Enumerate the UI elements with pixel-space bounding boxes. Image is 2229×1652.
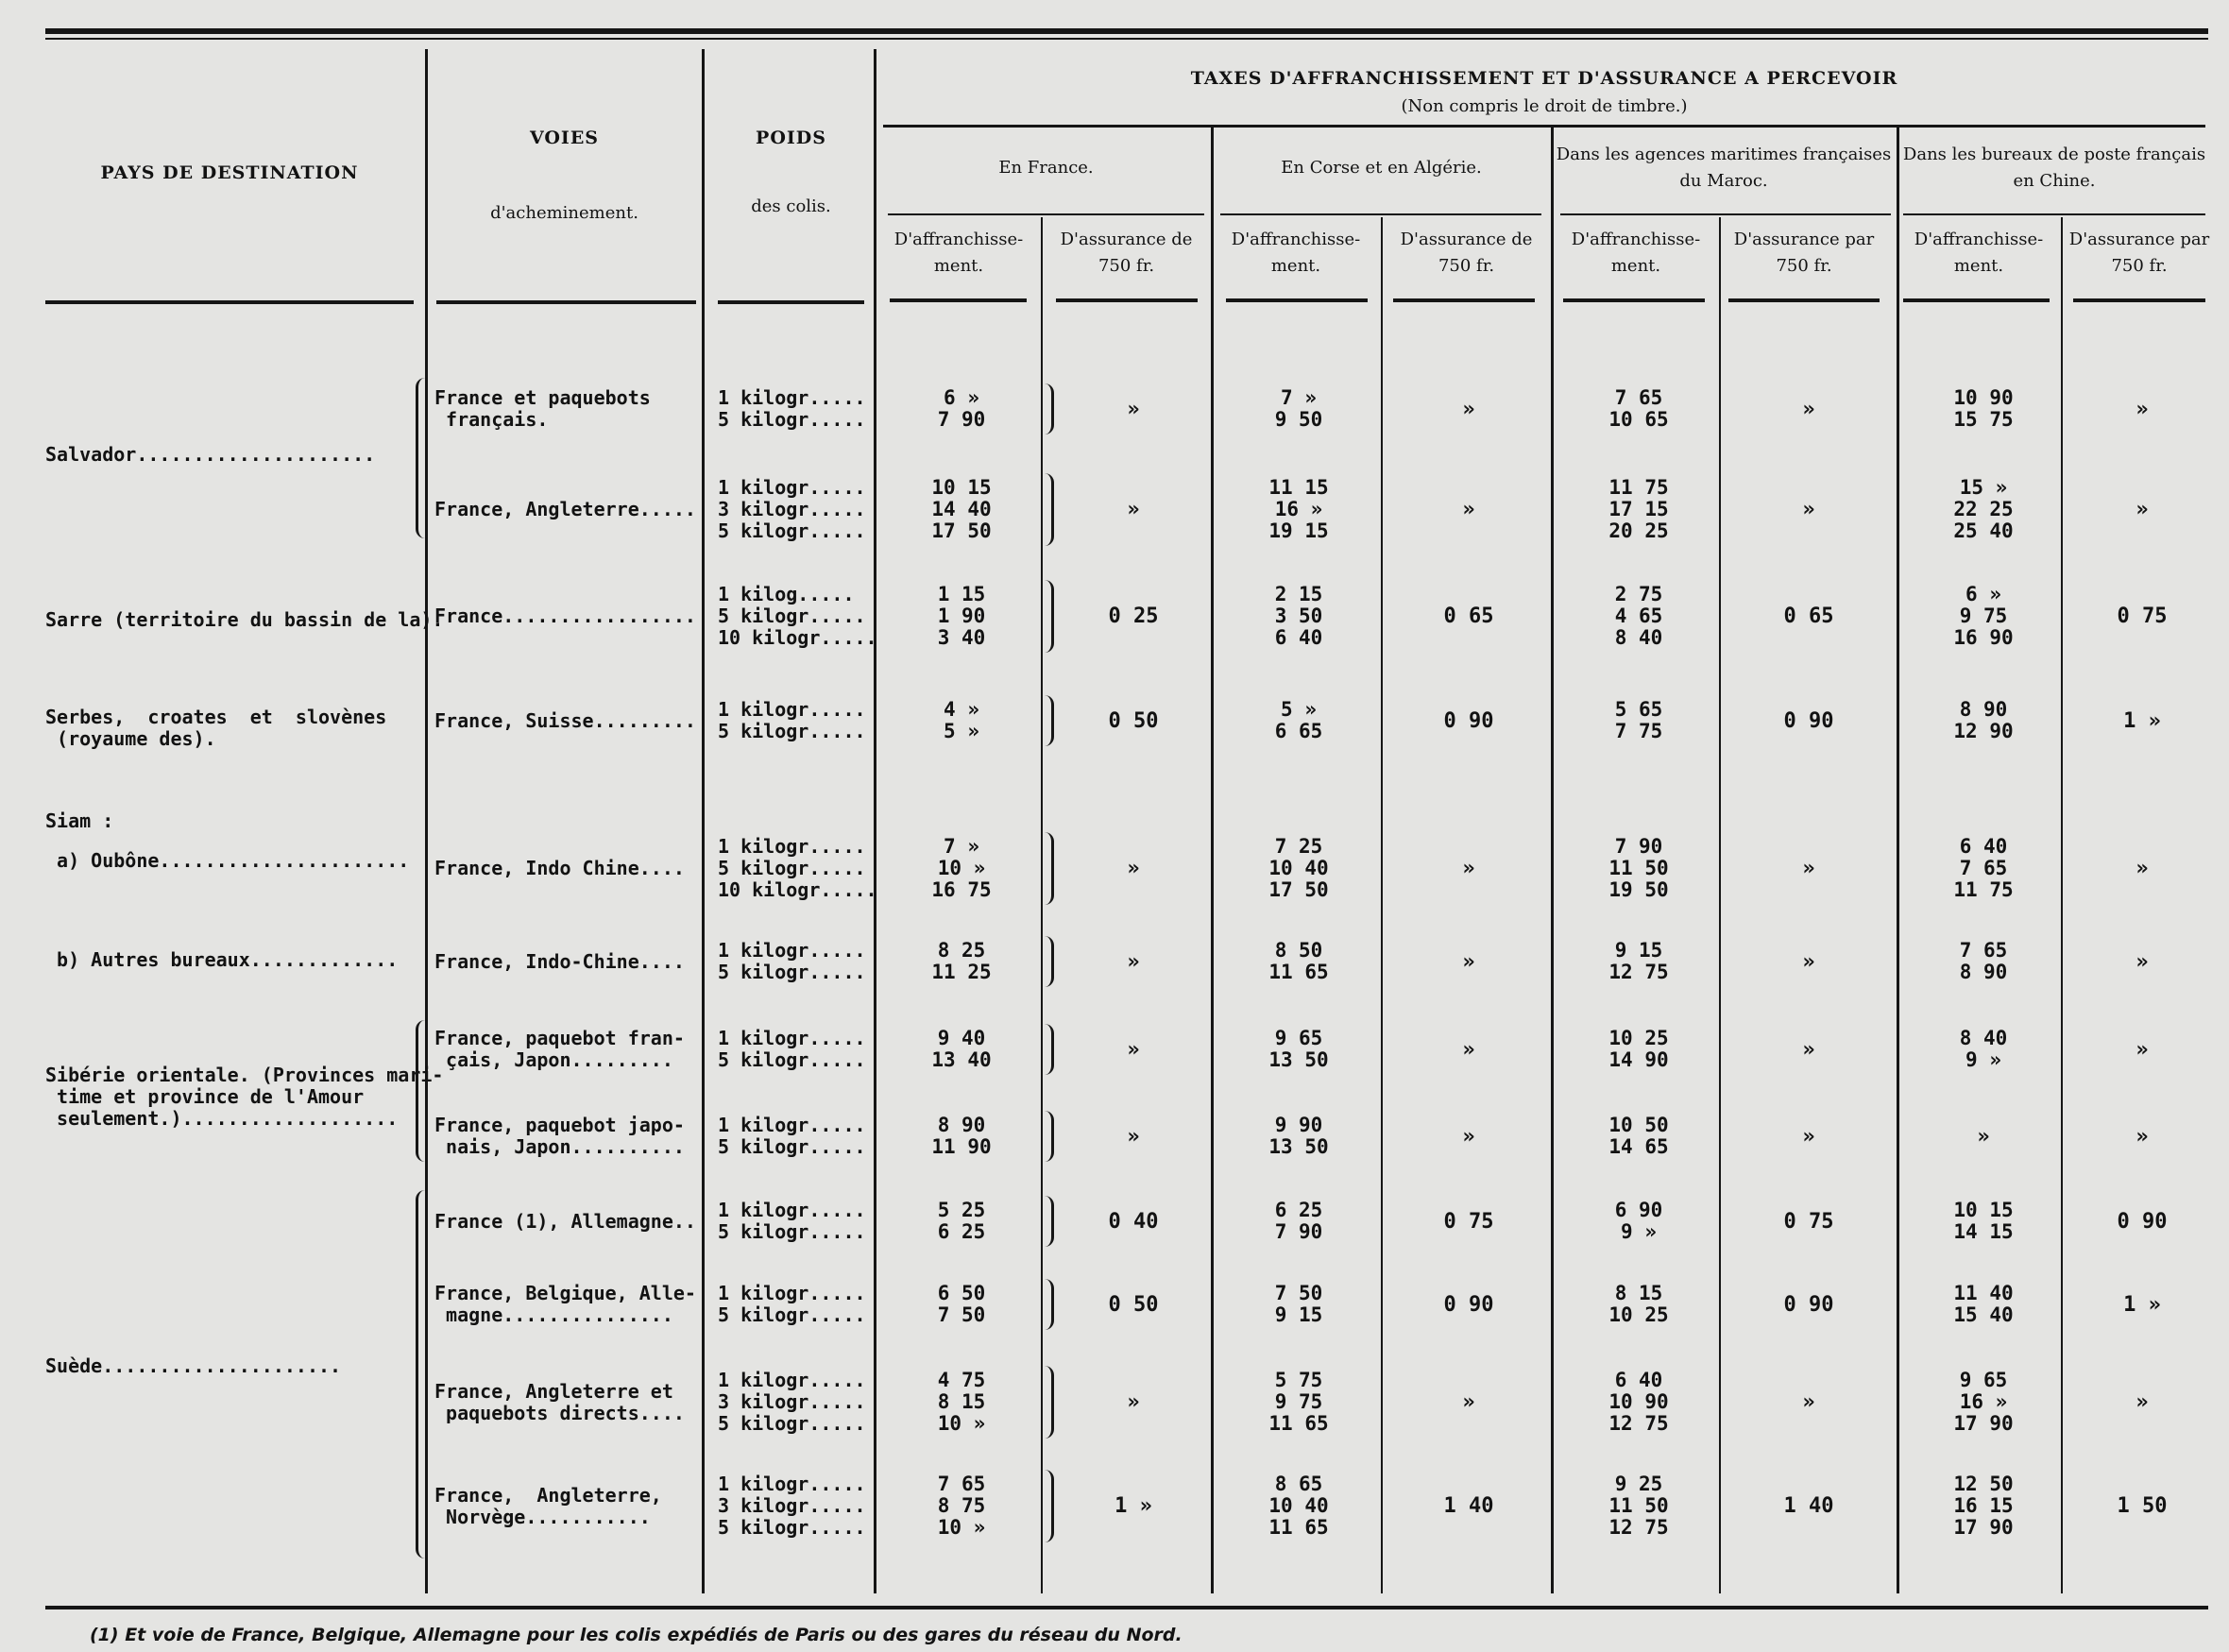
route-cell: France, paquebot fran- çais, Japon......... — [434, 1027, 685, 1071]
value-cell: 8 50 11 65 — [1268, 939, 1329, 983]
group-rule-3 — [1560, 213, 1891, 215]
weight-cell: 1 kilogr..... 5 kilogr..... — [718, 1114, 866, 1158]
group-maroc: Dans les agences maritimes françaises du Maroc. — [1556, 145, 1892, 191]
value-cell: 7 » 10 » 16 75 — [931, 835, 992, 901]
group-rule-2 — [1220, 213, 1541, 215]
top-rule — [45, 28, 2208, 34]
group-rule-1 — [888, 213, 1204, 215]
value-cell: 1 » — [2123, 1292, 2161, 1317]
header-bottom-rule-voies — [436, 300, 696, 304]
brace-suede — [416, 1190, 426, 1558]
value-cell: » — [1462, 857, 1475, 880]
value-cell: 10 25 14 90 — [1608, 1027, 1669, 1071]
weight-brace — [1044, 695, 1054, 746]
value-cell: 8 40 9 » — [1959, 1027, 2008, 1071]
group-chine: Dans les bureaux de poste français en Chine. — [1902, 145, 2206, 191]
value-cell: 7 65 10 65 — [1608, 386, 1669, 431]
header-poids-sub: des colis. — [751, 196, 831, 216]
value-cell: 5 25 6 25 — [937, 1199, 986, 1243]
subcol-6: D'assurance par 750 fr. — [1733, 230, 1875, 276]
value-cell: 0 75 — [1443, 1209, 1494, 1234]
value-cell: » — [1802, 1124, 1815, 1149]
col-line-10 — [2061, 217, 2063, 1593]
value-cell: » — [1127, 1124, 1140, 1149]
value-cell: 6 » 7 90 — [937, 386, 986, 431]
value-cell: » — [1462, 498, 1475, 521]
value-cell: 7 90 11 50 19 50 — [1608, 835, 1669, 901]
country-sarre: Sarre (territoire du bassin de la). — [45, 608, 444, 631]
subcol-7: D'affranchisse- ment. — [1914, 230, 2044, 276]
value-cell: » — [1127, 397, 1140, 421]
weight-cell: 1 kilogr..... 3 kilogr..... 5 kilogr..... — [718, 1369, 866, 1435]
weight-cell: 1 kilogr..... 5 kilogr..... — [718, 1282, 866, 1326]
value-cell: » — [2135, 498, 2149, 521]
col-line-7 — [1551, 128, 1554, 1593]
country-siam-autres: b) Autres bureaux............. — [45, 948, 399, 971]
weight-cell: 1 kilogr..... 5 kilogr..... — [718, 386, 866, 431]
header-pays: PAYS DE DESTINATION — [100, 162, 359, 183]
value-cell: 7 65 8 75 10 » — [937, 1473, 986, 1539]
value-cell: 9 65 13 50 — [1268, 1027, 1329, 1071]
footnote: (1) Et voie de France, Belgique, Allemagne pour les colis expédiés de Paris ou des gares du réseau du Nord. — [90, 1625, 1183, 1645]
value-cell: 8 90 12 90 — [1953, 698, 2014, 742]
value-cell: 8 15 10 25 — [1608, 1282, 1669, 1326]
route-cell: France, Belgique, Alle- magne............... — [434, 1282, 696, 1326]
value-cell: 1 50 — [2117, 1494, 2168, 1518]
top-rule-thin — [45, 38, 2208, 40]
brace-salvador — [416, 378, 426, 538]
value-cell: » — [2135, 397, 2149, 421]
value-cell: 0 65 — [1443, 605, 1494, 628]
header-taxes-title: TAXES D'AFFRANCHISSEMENT ET D'ASSURANCE A PERCEVOIR — [1190, 68, 1898, 89]
value-cell: » — [1462, 397, 1475, 421]
value-cell: 6 40 7 65 11 75 — [1953, 835, 2014, 901]
value-cell: 11 40 15 40 — [1953, 1282, 2014, 1326]
value-cell: 6 90 9 » — [1614, 1199, 1663, 1243]
value-cell: 8 25 11 25 — [931, 939, 992, 983]
value-cell: » — [1977, 1124, 1990, 1149]
weight-cell: 1 kilogr..... 3 kilogr..... 5 kilogr..... — [718, 1473, 866, 1539]
weight-brace — [1044, 383, 1054, 434]
header-bottom-rule-c8 — [2073, 298, 2205, 302]
value-cell: » — [1462, 1124, 1475, 1149]
country-suede: Suède..................... — [45, 1354, 342, 1377]
route-cell: France, Angleterre..... — [434, 498, 696, 520]
weight-brace — [1044, 580, 1054, 653]
value-cell: 5 » 6 65 — [1274, 698, 1323, 742]
value-cell: 6 » 9 75 16 90 — [1953, 583, 2014, 649]
value-cell: 1 15 1 90 3 40 — [937, 583, 986, 649]
header-bottom-rule-c4 — [1393, 298, 1535, 302]
country-siam-oubone: a) Oubône...................... — [45, 849, 410, 872]
header-taxes-sub: (Non compris le droit de timbre.) — [1401, 96, 1688, 116]
value-cell: » — [1127, 1037, 1140, 1062]
header-bottom-rule-c1 — [890, 298, 1027, 302]
route-cell: France................. — [434, 605, 696, 627]
value-cell: 10 15 14 15 — [1953, 1199, 2014, 1243]
col-line-2 — [702, 49, 705, 1593]
header-voies: VOIES — [529, 128, 600, 148]
weight-brace — [1044, 473, 1054, 546]
header-bottom-rule-c6 — [1728, 298, 1880, 302]
subcol-1: D'affranchisse- ment. — [893, 230, 1024, 276]
value-cell: 4 » 5 » — [944, 698, 979, 742]
weight-brace — [1044, 1024, 1054, 1075]
col-line-8 — [1719, 217, 1721, 1593]
country-salvador: Salvador..................... — [45, 443, 376, 466]
value-cell: 9 40 13 40 — [931, 1027, 992, 1071]
subcol-4: D'assurance de 750 fr. — [1400, 230, 1533, 276]
value-cell: » — [1802, 1390, 1815, 1414]
value-cell: » — [2135, 857, 2149, 880]
subcol-3: D'affranchisse- ment. — [1231, 230, 1361, 276]
value-cell: 15 » 22 25 25 40 — [1953, 476, 2014, 542]
route-cell: France, paquebot japo- nais, Japon.......... — [434, 1114, 685, 1158]
weight-brace — [1044, 1111, 1054, 1162]
value-cell: 11 75 17 15 20 25 — [1608, 476, 1669, 542]
value-cell: 4 75 8 15 10 » — [937, 1369, 986, 1435]
value-cell: 9 90 13 50 — [1268, 1114, 1329, 1158]
value-cell: 9 15 12 75 — [1608, 939, 1669, 983]
value-cell: » — [1802, 949, 1815, 974]
header-voies-sub: d'acheminement. — [490, 203, 638, 223]
value-cell: 0 75 — [2117, 605, 2168, 628]
route-cell: France, Indo-Chine.... — [434, 949, 685, 973]
route-cell: France, Indo Chine.... — [434, 857, 685, 879]
weight-brace — [1044, 1196, 1054, 1247]
value-cell: 7 » 9 50 — [1274, 386, 1323, 431]
weight-cell: 1 kilogr..... 5 kilogr..... — [718, 1027, 866, 1071]
value-cell: 11 15 16 » 19 15 — [1268, 476, 1329, 542]
brace-siberie — [416, 1020, 426, 1162]
group-france: En France. — [998, 158, 1094, 178]
value-cell: 5 65 7 75 — [1614, 698, 1663, 742]
value-cell: 6 25 7 90 — [1274, 1199, 1323, 1243]
value-cell: 12 50 16 15 17 90 — [1953, 1473, 2014, 1539]
value-cell: » — [2135, 949, 2149, 974]
value-cell: 1 » — [2123, 708, 2161, 733]
value-cell: 9 25 11 50 12 75 — [1608, 1473, 1669, 1539]
value-cell: » — [1802, 397, 1815, 421]
value-cell: » — [1127, 498, 1140, 521]
value-cell: 7 25 10 40 17 50 — [1268, 835, 1329, 901]
route-cell: France, Angleterre, Norvège........... — [434, 1483, 662, 1528]
header-bottom-rule-c5 — [1563, 298, 1705, 302]
value-cell: » — [1127, 857, 1140, 880]
header-bottom-rule-c7 — [1903, 298, 2050, 302]
country-serbes: Serbes, croates et slovènes (royaume des). — [45, 706, 387, 750]
taxes-rule — [883, 125, 2205, 128]
subcol-8: D'assurance par 750 fr. — [2068, 230, 2210, 276]
header-bottom-rule-c3 — [1226, 298, 1368, 302]
weight-cell: 1 kilogr..... 3 kilogr..... 5 kilogr..... — [718, 476, 866, 542]
col-line-5 — [1211, 128, 1214, 1593]
value-cell: » — [1802, 1037, 1815, 1062]
weight-cell: 1 kilogr..... 5 kilogr..... — [718, 1199, 866, 1243]
weight-cell: 1 kilog..... 5 kilogr..... 10 kilogr..... — [718, 583, 877, 649]
value-cell: 2 75 4 65 8 40 — [1614, 583, 1663, 649]
header-bottom-rule-pays — [45, 300, 414, 304]
footer-rule — [45, 1606, 2208, 1609]
subcol-5: D'affranchisse- ment. — [1571, 230, 1701, 276]
value-cell: 6 50 7 50 — [937, 1282, 986, 1326]
value-cell: 0 90 — [1783, 708, 1834, 733]
weight-brace — [1044, 1366, 1054, 1439]
value-cell: 0 25 — [1108, 605, 1159, 628]
value-cell: 6 40 10 90 12 75 — [1608, 1369, 1669, 1435]
value-cell: 0 90 — [1783, 1292, 1834, 1317]
route-cell: France, Suisse......... — [434, 708, 696, 732]
header-bottom-rule-c2 — [1056, 298, 1198, 302]
weight-cell: 1 kilogr..... 5 kilogr..... — [718, 698, 866, 742]
value-cell: » — [1127, 949, 1140, 974]
value-cell: 7 50 9 15 — [1274, 1282, 1323, 1326]
country-siberie: Sibérie orientale. (Provinces mari- time et province de l'Amour seulement.)................... — [45, 1064, 444, 1130]
value-cell: 1 40 — [1443, 1494, 1494, 1518]
value-cell: 0 90 — [1443, 708, 1494, 733]
col-line-3 — [874, 49, 876, 1593]
value-cell: » — [2135, 1390, 2149, 1414]
route-cell: France et paquebots français. — [434, 386, 651, 431]
value-cell: 0 65 — [1783, 605, 1834, 628]
weight-brace — [1044, 936, 1054, 987]
value-cell: 0 50 — [1108, 708, 1159, 733]
value-cell: » — [2135, 1124, 2149, 1149]
header-bottom-rule-poids — [718, 300, 864, 304]
value-cell: 9 65 16 » 17 90 — [1953, 1369, 2014, 1435]
col-line-6 — [1381, 217, 1383, 1593]
value-cell: » — [1462, 949, 1475, 974]
value-cell: 5 75 9 75 11 65 — [1268, 1369, 1329, 1435]
group-rule-4 — [1903, 213, 2205, 215]
route-cell: France (1), Allemagne.. — [434, 1209, 696, 1233]
value-cell: 1 40 — [1783, 1494, 1834, 1518]
value-cell: 0 90 — [2117, 1209, 2168, 1234]
value-cell: 0 50 — [1108, 1292, 1159, 1317]
header-poids: POIDS — [756, 128, 826, 148]
value-cell: 10 50 14 65 — [1608, 1114, 1669, 1158]
value-cell: » — [2135, 1037, 2149, 1062]
weight-brace — [1044, 832, 1054, 905]
weight-brace — [1044, 1279, 1054, 1330]
group-corse: En Corse et en Algérie. — [1281, 158, 1482, 178]
value-cell: 7 65 8 90 — [1959, 939, 2008, 983]
weight-cell: 1 kilogr..... 5 kilogr..... 10 kilogr..... — [718, 835, 877, 901]
value-cell: 2 15 3 50 6 40 — [1274, 583, 1323, 649]
value-cell: 10 15 14 40 17 50 — [931, 476, 992, 542]
route-cell: France, Angleterre et paquebots directs.... — [434, 1379, 685, 1424]
weight-cell: 1 kilogr..... 5 kilogr..... — [718, 939, 866, 983]
value-cell: » — [1802, 498, 1815, 521]
value-cell: 10 90 15 75 — [1953, 386, 2014, 431]
weight-brace — [1044, 1470, 1054, 1542]
col-line-4 — [1041, 217, 1043, 1593]
value-cell: » — [1802, 857, 1815, 880]
value-cell: 0 40 — [1108, 1209, 1159, 1234]
value-cell: 0 90 — [1443, 1292, 1494, 1317]
value-cell: 8 90 11 90 — [931, 1114, 992, 1158]
value-cell: 8 65 10 40 11 65 — [1268, 1473, 1329, 1539]
value-cell: » — [1462, 1037, 1475, 1062]
subcol-2: D'assurance de 750 fr. — [1060, 230, 1193, 276]
value-cell: 0 75 — [1783, 1209, 1834, 1234]
country-siam: Siam : — [45, 809, 114, 832]
col-line-9 — [1897, 128, 1899, 1593]
value-cell: » — [1127, 1390, 1140, 1414]
value-cell: » — [1462, 1390, 1475, 1414]
value-cell: 1 » — [1114, 1494, 1152, 1518]
